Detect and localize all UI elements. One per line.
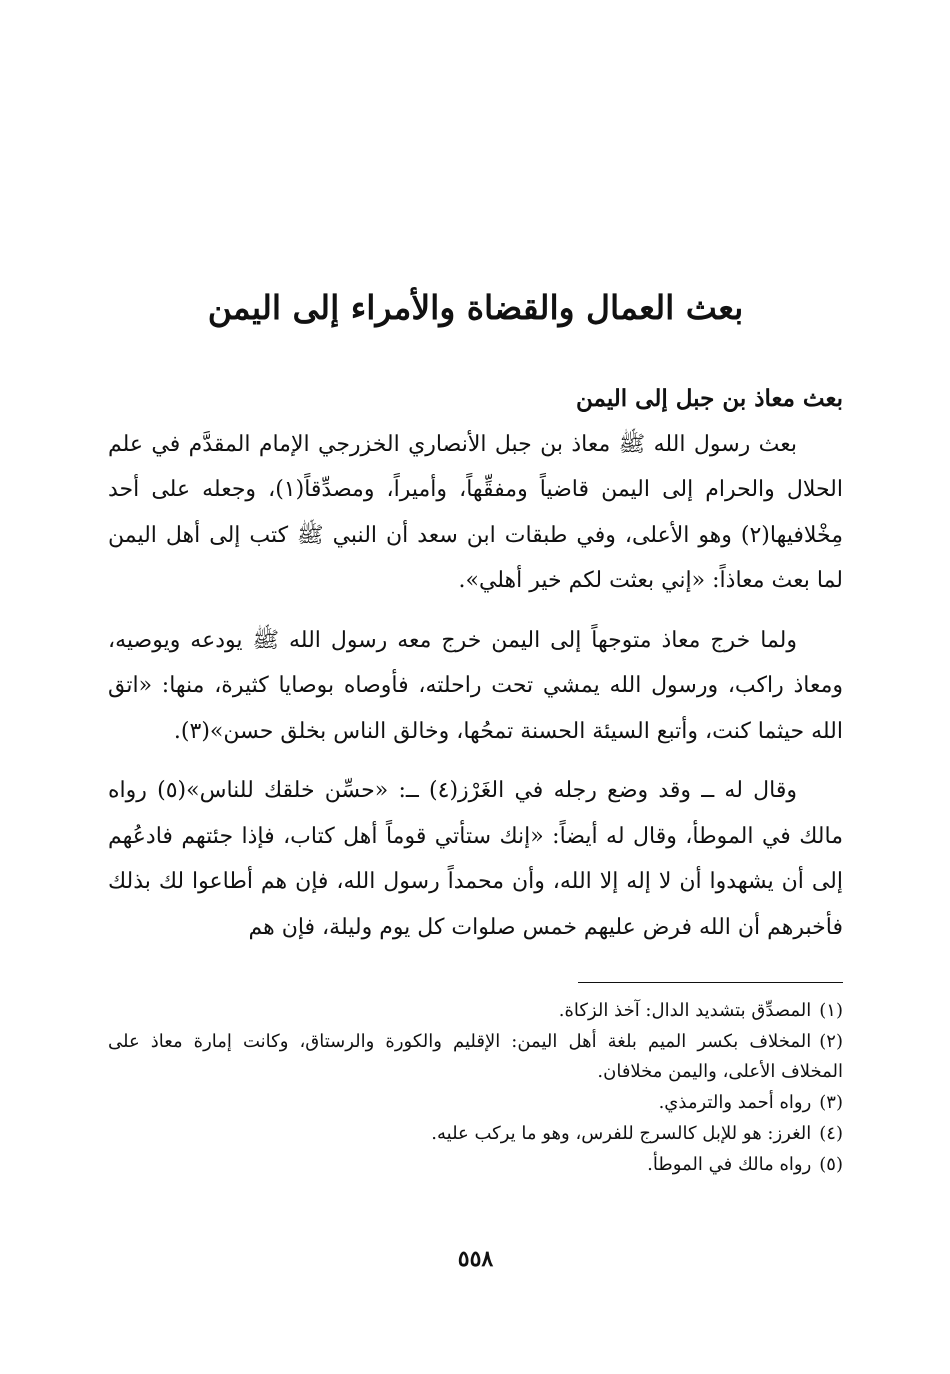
footnote-item	[108, 1088, 843, 1118]
section-heading: بعث معاذ بن جبل إلى اليمن	[576, 385, 843, 412]
paragraph: وقال له ــ وقد وضع رجله في الغَرْز(٤) ــ: «حسِّن خلقك للناس»(٥) رواه مالك في الموطأ، وقال له أيضاً: «إنك ستأتي قوماً أهل كتاب، فإذا جئتهم فادعُهم إلى أن يشهدوا أن لا إله إلا الله، وأن محمداً رسول الله، فإن هم أطاعوا لك بذلك فأخبرهم أن الله فرض عليهم خمس صلوات كل يوم وليلة، فإن هم	[108, 778, 843, 940]
paragraph: ولما خرج معاذ متوجهاً إلى اليمن خرج معه رسول الله ﷺ يودعه ويوصيه، ومعاذ راكب، ورسول الله يمشي تحت راحلته، فأوصاه بوصايا كثيرة، منها: «اتق الله حيثما كنت، وأتبع السيئة الحسنة تمحُها، وخالق الناس بخلق حسن»(٣).	[108, 627, 843, 744]
chapter-title: بعث العمال والقضاة والأمراء إلى اليمن	[207, 288, 744, 327]
main-text	[108, 376, 843, 950]
footnote-number: (٣)	[819, 1092, 843, 1113]
footnote-number: (١)	[819, 1000, 843, 1021]
paragraph: بعث رسول الله ﷺ معاذ بن جبل الأنصاري الخزرجي الإمام المقدَّم في علم الحلال والحرام إلى اليمن قاضياً ومفقِّهاً، وأميراً، ومصدِّقاً(١)، وجعله على أحد مِخْلافيها(٢) وهو الأعلى، وفي طبقات ابن سعد أن النبي ﷺ كتب إلى أهل اليمن لما بعث معاذاً: «إني بعثت لكم خير أهلي».	[108, 431, 843, 593]
footnote-text: المخلاف بكسر الميم بلغة أهل اليمن: الإقليم والكورة والرستاق، وكانت إمارة معاذ على المخلاف الأعلى، واليمن مخلافان.	[108, 1031, 843, 1082]
footnote-item	[108, 996, 843, 1026]
footnote-text: المصدِّق بتشديد الدال: آخذ الزكاة.	[558, 1000, 812, 1021]
footnote-item	[108, 1119, 843, 1149]
footnote-number: (٥)	[819, 1154, 843, 1175]
page-number: ٥٥٨	[457, 1246, 494, 1272]
footnote-text: الغرز: هو للإبل كالسرج للفرس، وهو ما يركب عليه.	[431, 1123, 812, 1144]
footnote-item	[108, 1027, 843, 1087]
footnote-text: رواه أحمد والترمذي.	[658, 1092, 812, 1113]
footnote-number: (٤)	[819, 1123, 843, 1144]
footnote-item	[108, 1150, 843, 1180]
footnote-text: رواه مالك في الموطأ.	[647, 1154, 812, 1175]
footnotes-list	[108, 996, 843, 1181]
footnote-divider	[578, 982, 843, 983]
book-page	[108, 0, 843, 1374]
footnote-number: (٢)	[819, 1031, 843, 1052]
